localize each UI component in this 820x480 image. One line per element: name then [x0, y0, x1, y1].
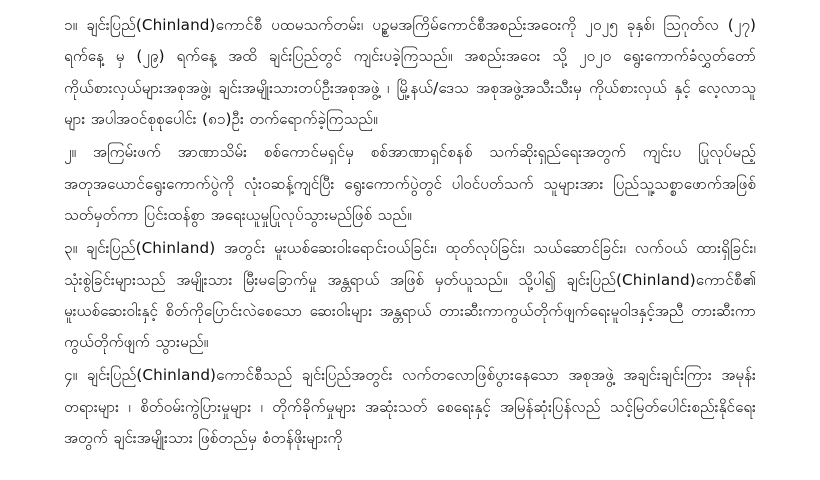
- paragraph-1: ၁။ ချင်းပြည်(Chinland)ကောင်စီ ပထမသက်တမ်း၊ ပဉ္စမအကြိမ်ကောင်စီအစည်းအဝေးကို ၂၀၂၅ ခုနှစ်၊ ဩဂုတ်လ (၂၇) ရက်နေ့ မှ (၂၉) ရက်နေ့ အထိ ချင်းပြည်တွင် ကျင်းပခဲ့ကြသည်။ အစည်းအဝေး သို့ ၂၀၂၀ ရွေးကောက်ခံလွှတ်တော်ကိုယ်စားလှယ်များအစုအဖွဲ့၊ ချင်းအမျိုးသားတပ်ဦးအစုအဖွဲ့ ၊ မြို့နယ်/ဒေသ အစုအဖွဲ့အသီးသီးမှ ကိုယ်စားလှယ် နှင့် လေ့လာသူများ အပါအဝင်စုစုပေါင်း (၈၁)ဦး တက်ရောက်ခဲ့ကြသည်။: [64, 16, 756, 128]
- paragraph-4: ၄။ ချင်းပြည်(Chinland)ကောင်စီသည် ချင်းပြည်အတွင်း လက်တလောဖြစ်ပွားနေသော အစုအဖွဲ့ အချင်းချင်းကြား အမုန်းတရားများ ၊ စိတ်ဝမ်းကွဲပြားမှုများ ၊ တိုက်ခိုက်မှုများ အဆုံးသတ် စေရေးနှင့် အမြန်ဆုံးပြန်လည် သင့်မြတ်ပေါင်းစည်းနိုင်ရေးအတွက် ချင်းအမျိုးသား ဖြစ်တည်မှ စံတန်ဖိုးများကို: [64, 366, 756, 448]
- paragraph-3: ၃။ ချင်းပြည်(Chinland) အတွင်း မူးယစ်ဆေးဝါးရောင်းဝယ်ခြင်း၊ ထုတ်လုပ်ခြင်း၊ သယ်ဆောင်ခြင်း၊ လက်ဝယ် ထားရှိခြင်း၊ သုံးစွဲခြင်းများသည် အမျိုးသား မြီးမခြောက်မှု အန္တရာယ် အဖြစ် မှတ်ယူသည်။ သို့ပါ၍ ချင်းပြည်(Chinland)ကောင်စီ၏ မူးယစ်ဆေးဝါးနှင့် စိတ်ကိုပြောင်းလဲစေသော ဆေးဝါးများ အန္တရာယ် တားဆီးကာကွယ်တိုက်ဖျက်ရေးမူဝါဒနှင့်အညီ တားဆီးကာကွယ်တိုက်ဖျက် သွားမည်။: [64, 239, 756, 352]
- paragraph-2: ၂။ အကြမ်းဖက် အာဏာသိမ်း စစ်ကောင်မရှင်မှ စစ်အာဏာရှင်စနစ် သက်ဆိုးရှည်ရေးအတွက် ကျင်းပ ပြုလုပ်မည့် အတုအယောင်ရွေးကောက်ပွဲကို လုံးဝဆန့်ကျင်ပြီး ရွေးကောက်ပွဲတွင် ပါဝင်ပတ်သက် သူများအား ပြည်သူ့သစ္စာဖောက်အဖြစ် သတ်မှတ်ကာ ပြင်းထန်စွာ အရေးယူမှုပြုလုပ်သွားမည်ဖြစ် သည်။: [64, 143, 756, 224]
